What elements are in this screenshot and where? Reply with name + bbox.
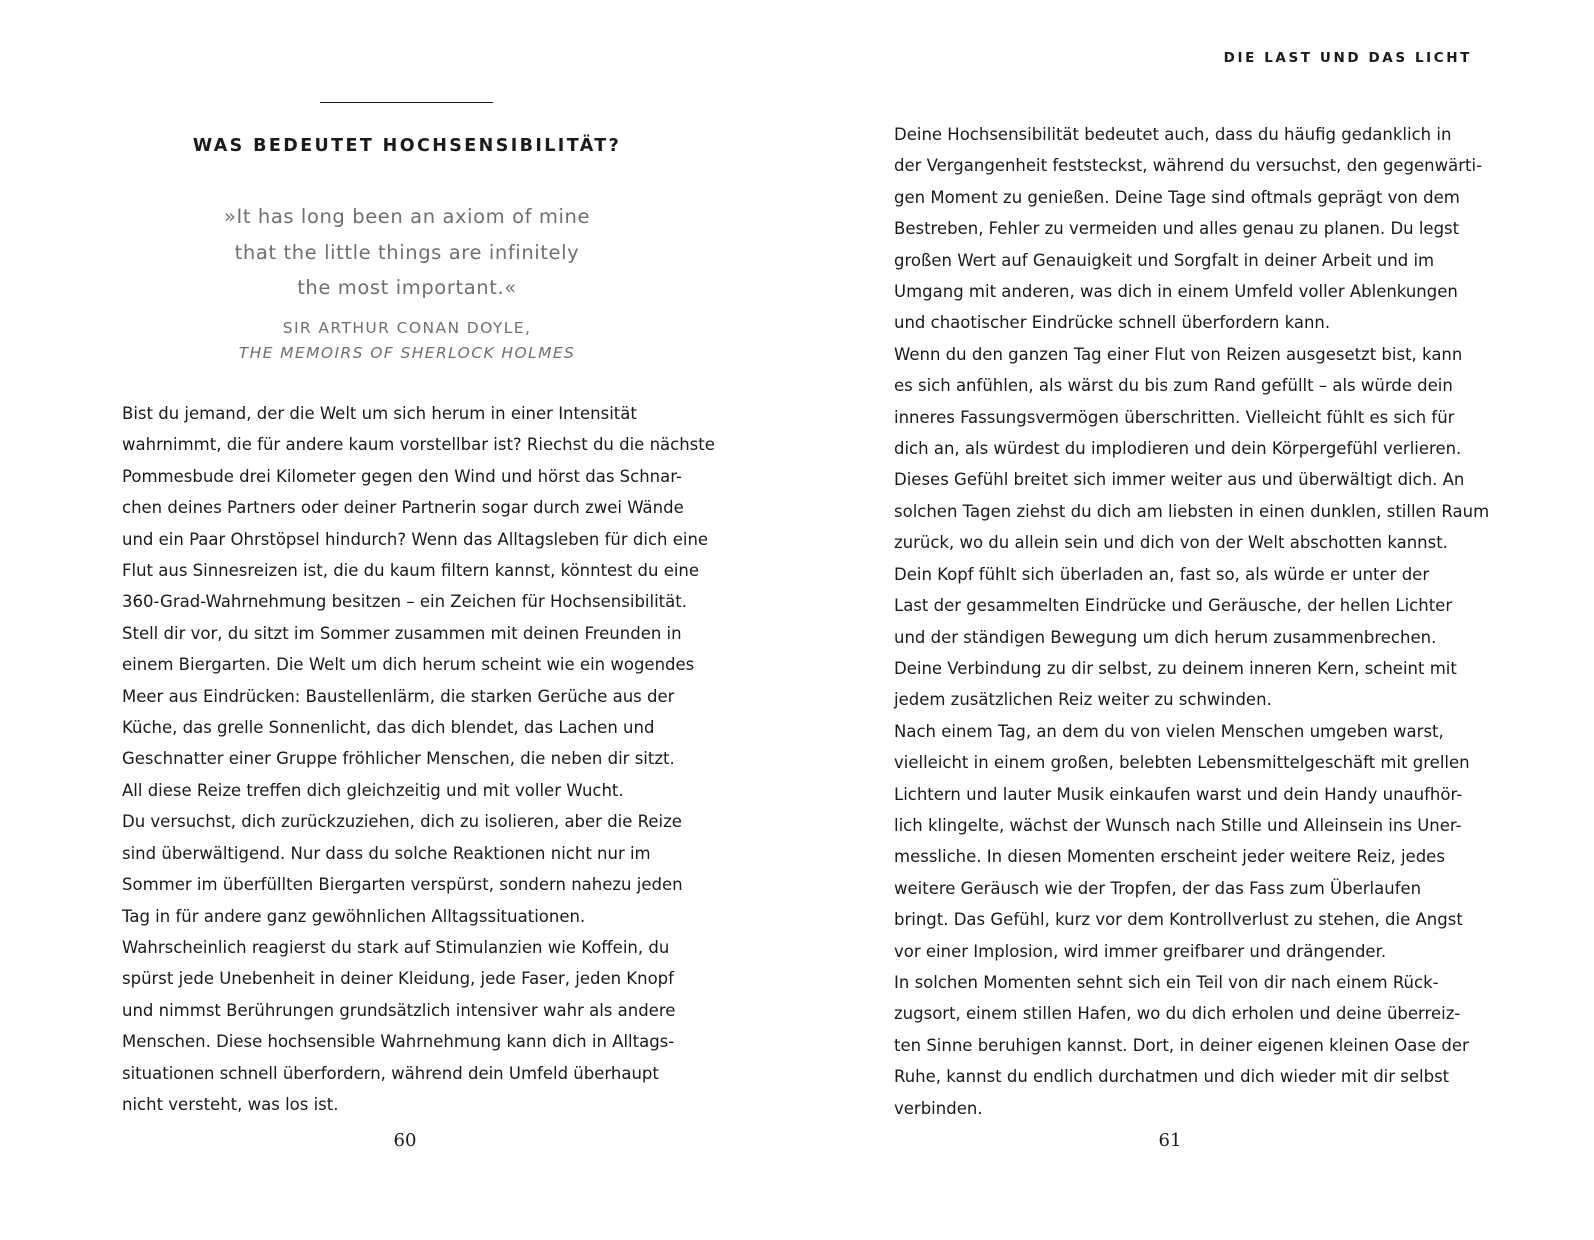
text-line: Bestreben, Fehler zu vermeiden und alles genau zu planen. Du legst bbox=[894, 219, 1460, 239]
text-line: Lichtern und lauter Musik einkaufen warst und dein Handy unaufhör- bbox=[894, 784, 1463, 804]
epigraph-line: »It has long been an axiom of mine bbox=[223, 205, 591, 228]
text-line: Wenn du den ganzen Tag einer Flut von Reizen ausgesetzt bist, kann bbox=[894, 344, 1463, 364]
text-line: und ein Paar Ohrstöpsel hindurch? Wenn das Alltagsleben für dich eine bbox=[122, 529, 709, 549]
text-line: der Vergangenheit feststeckst, während du versuchst, den gegenwärti- bbox=[894, 156, 1483, 176]
text-line: nicht versteht, was los ist. bbox=[122, 1094, 339, 1114]
text-line: zugsort, einem stillen Hafen, wo du dich erholen und deine überreiz- bbox=[894, 1004, 1461, 1024]
text-line: solchen Tagen ziehst du dich am liebsten in einen dunklen, stillen Raum bbox=[894, 501, 1490, 521]
text-line: Du versuchst, dich zurückzuziehen, dich zu isolieren, aber die Reize bbox=[122, 812, 682, 832]
left-body-text bbox=[122, 398, 715, 1120]
text-line: und der ständigen Bewegung um dich herum zusammenbrechen. bbox=[894, 627, 1437, 647]
page-number-left: 60 bbox=[393, 1130, 417, 1151]
text-line: chen deines Partners oder deiner Partnerin sogar durch zwei Wände bbox=[122, 498, 684, 518]
text-line: lich klingelte, wächst der Wunsch nach Stille und Alleinsein ins Uner- bbox=[894, 815, 1462, 835]
text-line: inneres Fassungsvermögen überschritten. Vielleicht fühlt es sich für bbox=[894, 407, 1455, 427]
text-line: All diese Reize treffen dich gleichzeitig und mit voller Wucht. bbox=[122, 780, 624, 800]
epigraph-line: that the little things are infinitely bbox=[234, 240, 580, 264]
text-line: 360-Grad-Wahrnehmung besitzen – ein Zeichen für Hochsensibilität. bbox=[122, 592, 687, 612]
epigraph-work: THE MEMOIRS OF SHERLOCK HOLMES bbox=[238, 343, 576, 362]
text-line: verbinden. bbox=[894, 1098, 983, 1118]
epigraph-attribution bbox=[122, 316, 692, 366]
text-line: zurück, wo du allein sein und dich von der Welt abschotten kannst. bbox=[894, 533, 1448, 553]
text-line: Wahrscheinlich reagierst du stark auf Stimulanzien wie Koffein, du bbox=[122, 937, 670, 957]
text-line: Geschnatter einer Gruppe fröhlicher Menschen, die neben dir sitzt. bbox=[122, 749, 675, 769]
text-line: dich an, als würdest du implodieren und dein Körpergefühl verlieren. bbox=[894, 439, 1462, 459]
text-line: Last der gesammelten Eindrücke und Geräusche, der hellen Lichter bbox=[894, 596, 1453, 616]
text-line: Nach einem Tag, an dem du von vielen Menschen umgeben warst, bbox=[894, 721, 1444, 741]
epigraph-line: the most important.« bbox=[297, 276, 517, 299]
chapter-rule bbox=[320, 102, 493, 103]
text-line: vor einer Implosion, wird immer greifbarer und drängender. bbox=[894, 941, 1387, 961]
text-line: weitere Geräusch wie der Tropfen, der das Fass zum Überlaufen bbox=[894, 878, 1422, 898]
text-line: Stell dir vor, du sitzt im Sommer zusammen mit deinen Freunden in bbox=[122, 623, 682, 643]
text-line: In solchen Momenten sehnt sich ein Teil von dir nach einem Rück- bbox=[894, 972, 1439, 992]
text-line: sind überwältigend. Nur dass du solche Reaktionen nicht nur im bbox=[122, 843, 651, 863]
text-line: einem Biergarten. Die Welt um dich herum scheint wie ein wogendes bbox=[122, 655, 695, 675]
text-line: bringt. Das Gefühl, kurz vor dem Kontrollverlust zu stehen, die Angst bbox=[894, 910, 1463, 930]
text-line: Sommer im überfüllten Biergarten verspürst, sondern nahezu jeden bbox=[122, 875, 683, 895]
chapter-title: WAS BEDEUTET HOCHSENSIBILITÄT? bbox=[192, 136, 622, 156]
text-line: und nimmst Berührungen grundsätzlich intensiver wahr als andere bbox=[122, 1000, 676, 1020]
text-line: gen Moment zu genießen. Deine Tage sind oftmals geprägt von dem bbox=[894, 187, 1460, 207]
text-line: Menschen. Diese hochsensible Wahrnehmung kann dich in Alltags- bbox=[122, 1032, 675, 1052]
epigraph bbox=[122, 199, 692, 366]
text-line: Deine Hochsensibilität bedeutet auch, dass du häufig gedanklich in bbox=[894, 125, 1452, 144]
text-line: jedem zusätzlichen Reiz weiter zu schwinden. bbox=[894, 690, 1272, 710]
text-line: wahrnimmt, die für andere kaum vorstellbar ist? Riechst du die nächste bbox=[122, 435, 715, 455]
page-number-right: 61 bbox=[1158, 1130, 1182, 1151]
text-line: Dieses Gefühl breitet sich immer weiter aus und überwältigt dich. An bbox=[894, 470, 1465, 490]
text-line: Ruhe, kannst du endlich durchatmen und dich wieder mit dir selbst bbox=[894, 1067, 1450, 1087]
text-line: und chaotischer Eindrücke schnell überfordern kann. bbox=[894, 313, 1331, 333]
text-line: situationen schnell überfordern, während dein Umfeld überhaupt bbox=[122, 1063, 659, 1083]
text-line: Pommesbude drei Kilometer gegen den Wind und hörst das Schnar- bbox=[122, 466, 682, 486]
text-line: messliche. In diesen Momenten erscheint jeder weitere Reiz, jedes bbox=[894, 847, 1445, 867]
epigraph-author: SIR ARTHUR CONAN DOYLE, bbox=[282, 318, 532, 337]
text-line: spürst jede Unebenheit in deiner Kleidung, jede Faser, jeden Knopf bbox=[122, 969, 674, 989]
text-line: ten Sinne beruhigen kannst. Dort, in deiner eigenen kleinen Oase der bbox=[894, 1035, 1469, 1055]
right-body-text bbox=[894, 119, 1489, 1124]
text-line: es sich anfühlen, als wärst du bis zum Rand gefüllt – als würde dein bbox=[894, 376, 1453, 396]
running-header: DIE LAST UND DAS LICHT bbox=[1223, 50, 1472, 66]
text-line: Küche, das grelle Sonnenlicht, das dich blendet, das Lachen und bbox=[122, 718, 655, 738]
right-page bbox=[797, 0, 1594, 1240]
text-line: Umgang mit anderen, was dich in einem Umfeld voller Ablenkungen bbox=[894, 282, 1458, 302]
text-line: Flut aus Sinnesreizen ist, die du kaum filtern kannst, könntest du eine bbox=[122, 561, 700, 581]
text-line: Bist du jemand, der die Welt um sich herum in einer Intensität bbox=[122, 404, 637, 423]
text-line: Tag in für andere ganz gewöhnlichen Alltagssituationen. bbox=[122, 906, 586, 926]
text-line: Meer aus Eindrücken: Baustellenlärm, die starken Gerüche aus der bbox=[122, 686, 675, 706]
text-line: vielleicht in einem großen, belebten Lebensmittelgeschäft mit grellen bbox=[894, 753, 1470, 773]
text-line: großen Wert auf Genauigkeit und Sorgfalt in deiner Arbeit und im bbox=[894, 250, 1435, 270]
text-line: Deine Verbindung zu dir selbst, zu deinem inneren Kern, scheint mit bbox=[894, 658, 1457, 678]
text-line: Dein Kopf fühlt sich überladen an, fast so, als würde er unter der bbox=[894, 564, 1430, 584]
